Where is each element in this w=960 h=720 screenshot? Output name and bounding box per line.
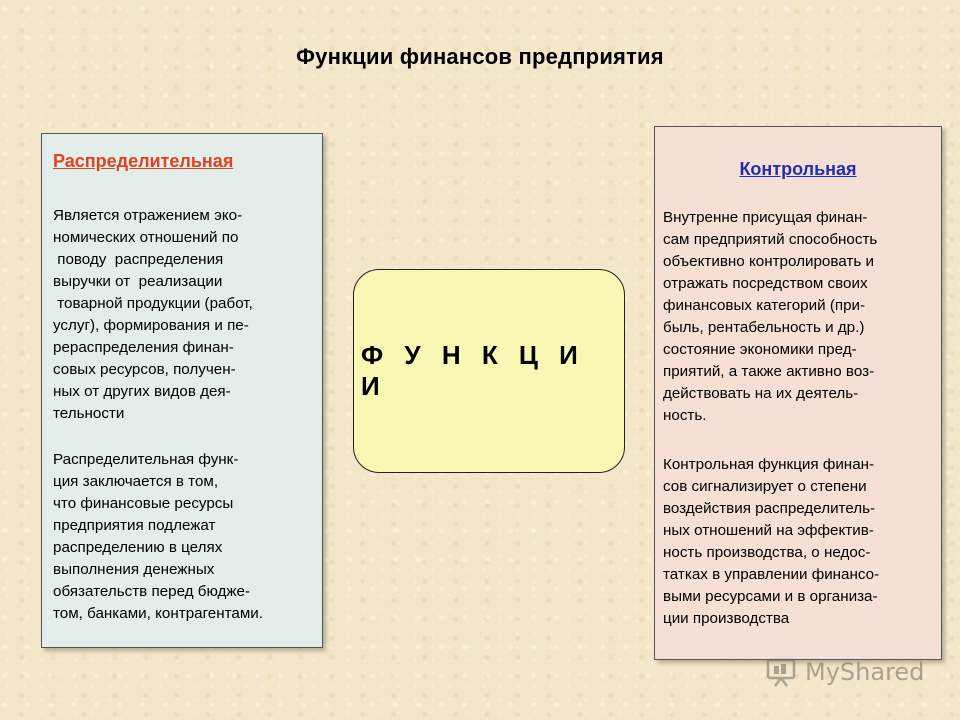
distributive-function-panel <box>41 133 323 648</box>
text-line: ных отношений на эффектив- <box>663 522 874 539</box>
text-line: совых ресурсов, получен- <box>53 361 236 378</box>
text-line: тельности <box>53 405 125 422</box>
text-line: обязательств перед бюдже- <box>53 583 251 600</box>
text-line: сов сигнализирует о степени <box>663 478 867 495</box>
control-explanation <box>663 454 879 630</box>
text-line: выручки от реализации <box>53 273 223 290</box>
text-line: Внутренне присущая финан- <box>663 209 868 226</box>
text-line: рераспределения финан- <box>53 339 234 356</box>
shared-presentation-icon <box>765 655 799 689</box>
text-line: ность. <box>663 407 707 424</box>
text-line: приятий, а также активно воз- <box>663 363 875 380</box>
text-line: ность производства, о недос- <box>663 544 871 561</box>
functions-label: Ф У Н К Ц И И <box>361 340 585 401</box>
text-line: Является отражением эко- <box>53 207 243 224</box>
text-line: выполнения денежных <box>53 561 215 578</box>
text-line: поводу распределения <box>53 251 224 268</box>
text-line: ция заключается в том, <box>53 473 219 490</box>
functions-center-box <box>353 269 625 473</box>
distributive-explanation <box>53 449 263 625</box>
text-line: предприятия подлежат <box>53 517 216 534</box>
myshared-watermark[interactable] <box>765 655 924 689</box>
text-line: ных от других видов дея- <box>53 383 231 400</box>
distributive-description <box>53 205 253 425</box>
control-description <box>663 207 877 427</box>
text-line: Контрольная функция финан- <box>663 456 875 473</box>
page-title: Функции финансов предприятия <box>296 44 664 69</box>
text-line: сам предприятий способность <box>663 231 878 248</box>
text-line: что финансовые ресурсы <box>53 495 234 512</box>
text-line: ции производства <box>663 610 790 627</box>
text-line: состояние экономики пред- <box>663 341 857 358</box>
text-line: быль, рентабельность и др.) <box>663 319 865 336</box>
text-line: Распределительная функ- <box>53 451 239 468</box>
text-line: распределению в целях <box>53 539 223 556</box>
text-line: финансовых категорий (при- <box>663 297 866 314</box>
distributive-heading: Распределительная <box>53 151 234 171</box>
text-line: том, банками, контрагентами. <box>53 605 263 622</box>
control-heading: Контрольная <box>739 159 857 179</box>
text-line: услуг), формирования и пе- <box>53 317 249 334</box>
text-line: номических отношений по <box>53 229 239 246</box>
text-line: действовать на их деятель- <box>663 385 859 402</box>
text-line: товарной продукции (работ, <box>53 295 253 312</box>
text-line: объективно контролировать и <box>663 253 874 270</box>
control-function-panel <box>654 126 942 660</box>
watermark-text: MyShared <box>805 658 925 686</box>
text-line: отражать посредством своих <box>663 275 868 292</box>
text-line: выми ресурсами и в организа- <box>663 588 878 605</box>
text-line: воздействия распределитель- <box>663 500 876 517</box>
text-line: татках в управлении финансо- <box>663 566 880 583</box>
